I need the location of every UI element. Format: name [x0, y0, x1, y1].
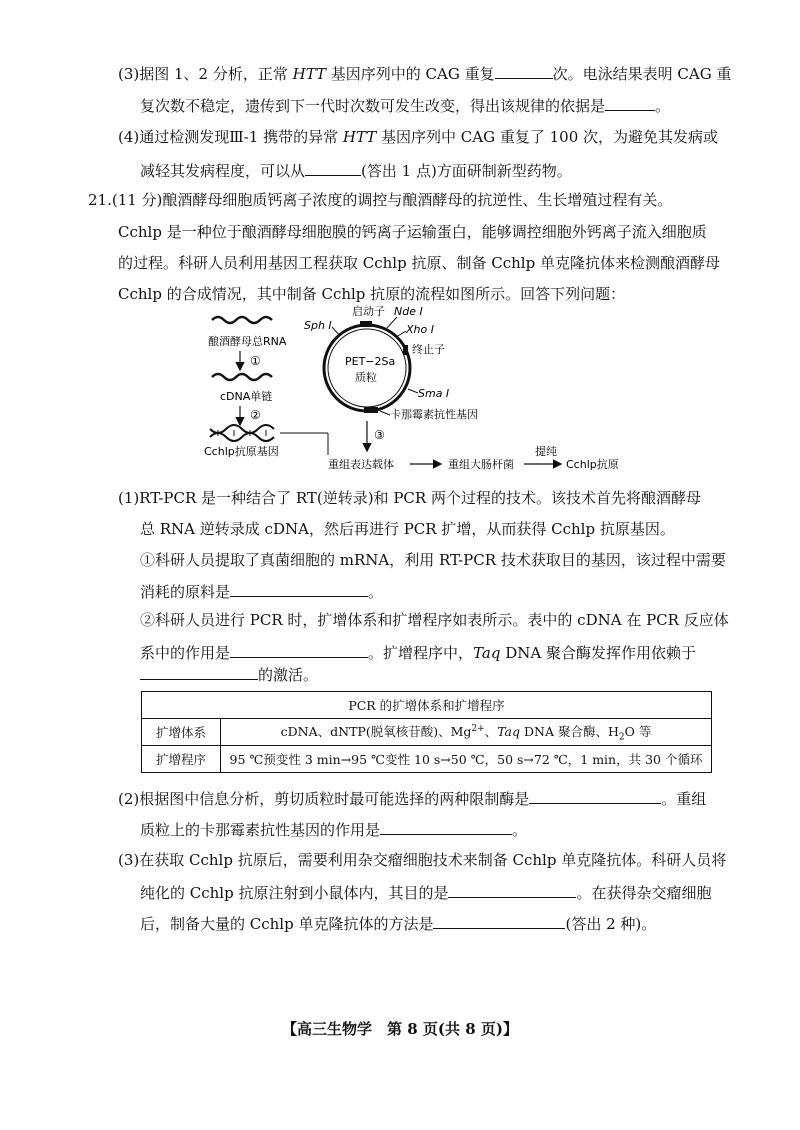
- sph-label: Sph Ⅰ: [304, 319, 332, 332]
- q21-part3-line2: 纯化的 Cchlp 抗原注射到小鼠体内，其目的是 。在获得杂交瘤细胞: [140, 881, 712, 903]
- rna-strand: [212, 317, 272, 323]
- terminator-region: [403, 345, 408, 355]
- xho-pointer: [396, 331, 406, 337]
- table-row-label: 扩增程序: [142, 746, 221, 773]
- cdna-label: cDNA单链: [220, 390, 273, 403]
- q21-part1-sub1-line2: 消耗的原料是 。: [140, 580, 383, 602]
- step1-label: ①: [250, 354, 261, 368]
- answer-blank[interactable]: [529, 787, 661, 804]
- total-rna-label: 酿酒酵母总RNA: [208, 335, 287, 348]
- plasmid-name: PET−2Sa: [345, 355, 396, 368]
- q21-part1-sub1-line1: ①科研人员提取了真菌细胞的 mRNA，利用 RT-PCR 技术获取目的基因，该过程中需要: [140, 551, 726, 569]
- sph-pointer: [332, 327, 340, 336]
- kanamycin-gene-region: [364, 407, 378, 413]
- q21-part2-line1: (2)根据图中信息分析，剪切质粒时最可能选择的两种限制酶是 。重组: [118, 787, 706, 809]
- table-row-value: 95 ℃预变性 3 min→95 ℃变性 10 s→50 ℃，50 s→72 ℃，1 min，共 30 个循环: [221, 746, 712, 773]
- q21-part1-sub2-line1: ②科研人员进行 PCR 时，扩增体系和扩增程序如表所示。表中的 cDNA 在 PCR 反应体: [140, 611, 729, 629]
- q21-intro-line4: Cchlp 的合成情况，其中制备 Cchlp 抗原的流程如图所示。回答下列问题：: [118, 285, 626, 303]
- nde-label: Nde Ⅰ: [394, 305, 423, 318]
- sma-pointer: [408, 389, 418, 393]
- purify-label: 提纯: [535, 445, 557, 458]
- promoter-label: 启动子: [352, 305, 385, 318]
- kanamycin-label: 卡那霉素抗性基因: [390, 408, 478, 421]
- antigen-gene-label: Cchlp抗原基因: [204, 445, 279, 458]
- answer-blank[interactable]: [380, 818, 512, 835]
- page-footer: 【高三生物学 第 8 页(共 8 页)】: [282, 1020, 518, 1038]
- answer-blank[interactable]: [230, 580, 368, 597]
- q21-part1-sub2-line2: 系中的作用是 。扩增程序中，Taq DNA 聚合酶发挥作用依赖于: [140, 641, 696, 663]
- q20-part3-line2: 复次数不稳定，遗传到下一代时次数可发生改变，得出该规律的依据是 。: [140, 94, 670, 116]
- antigen-gene-helix: [210, 425, 274, 441]
- step3-label: ③: [374, 428, 385, 442]
- plasmid-ring: [324, 325, 410, 411]
- table-row-label: 扩增体系: [142, 719, 221, 746]
- table-row-value: cDNA、dNTP(脱氧核苷酸)、$Mg^{2+}$、Taq DNA 聚合酶、$H_2O$ 等: [221, 719, 712, 746]
- answer-blank[interactable]: [230, 641, 368, 658]
- q21-part1-sub2-line3: 的激活。: [140, 663, 318, 685]
- antigen-preparation-diagram: [200, 305, 640, 485]
- q20-part3-line1: (3)据图 1、2 分析，正常 HTT 基因序列中的 CAG 重复 次。电泳结果表明 CAG 重: [118, 62, 731, 84]
- table-title: PCR 的扩增体系和扩增程序: [142, 692, 712, 719]
- cdna-strand: [212, 374, 272, 380]
- terminator-label: 终止子: [412, 343, 445, 356]
- q21-intro-line1: 21.(11 分)酿酒酵母细胞质钙离子浓度的调控与酿酒酵母的抗逆性、生长增殖过程有关。: [88, 191, 673, 209]
- answer-blank[interactable]: [140, 663, 258, 680]
- table-row: [142, 719, 712, 746]
- q21-part1-line1: (1)RT-PCR 是一种结合了 RT(逆转录)和 PCR 两个过程的技术。该技术首先将酿酒酵母: [118, 489, 701, 507]
- answer-blank[interactable]: [605, 94, 655, 111]
- answer-blank[interactable]: [448, 881, 576, 898]
- q21-part1-line2: 总 RNA 逆转录成 cDNA，然后再进行 PCR 扩增，从而获得 Cchlp 抗原基因。: [140, 520, 675, 538]
- step2-label: ②: [250, 408, 261, 422]
- answer-blank[interactable]: [433, 912, 565, 929]
- q21-part3-line3: 后，制备大量的 Cchlp 单克隆抗体的方法是 (答出 2 种)。: [140, 912, 656, 934]
- q21-intro-line3: 的过程。科研人员利用基因工程获取 Cchlp 抗原、制备 Cchlp 单克隆抗体来检测酿酒酵母: [118, 254, 720, 272]
- sma-label: Sma Ⅰ: [418, 387, 450, 400]
- q21-part2-line2: 质粒上的卡那霉素抗性基因的作用是 。: [140, 818, 527, 840]
- xho-label: Xho Ⅰ: [406, 323, 434, 336]
- q20-part4-line1: (4)通过检测发现Ⅲ-1 携带的异常 HTT 基因序列中 CAG 重复了 100 次，为避免其发病或: [118, 128, 719, 146]
- q20-part4-line2: 减轻其发病程度，可以从 (答出 1 点)方面研制新型药物。: [140, 159, 572, 181]
- q21-part3-line1: (3)在获取 Cchlp 抗原后，需要利用杂交瘤细胞技术来制备 Cchlp 单克隆抗体。科研人员将: [118, 851, 727, 869]
- table-row: [142, 746, 712, 773]
- plasmid-inner: [328, 329, 406, 407]
- pcr-table: [141, 691, 712, 773]
- kanamycin-pointer: [380, 411, 390, 415]
- table-title-row: [142, 692, 712, 719]
- answer-blank[interactable]: [305, 159, 361, 176]
- answer-blank[interactable]: [495, 62, 553, 79]
- ecoli-label: 重组大肠杆菌: [448, 458, 514, 471]
- antigen-label: Cchlp抗原: [566, 458, 619, 471]
- q21-intro-line2: Cchlp 是一种位于酿酒酵母细胞膜的钙离子运输蛋白，能够调控细胞外钙离子流入细胞质: [118, 223, 707, 241]
- nde-pointer: [386, 317, 397, 329]
- promoter-region: [360, 321, 372, 327]
- plasmid-label: 质粒: [355, 371, 377, 384]
- vector-label: 重组表达载体: [328, 458, 394, 471]
